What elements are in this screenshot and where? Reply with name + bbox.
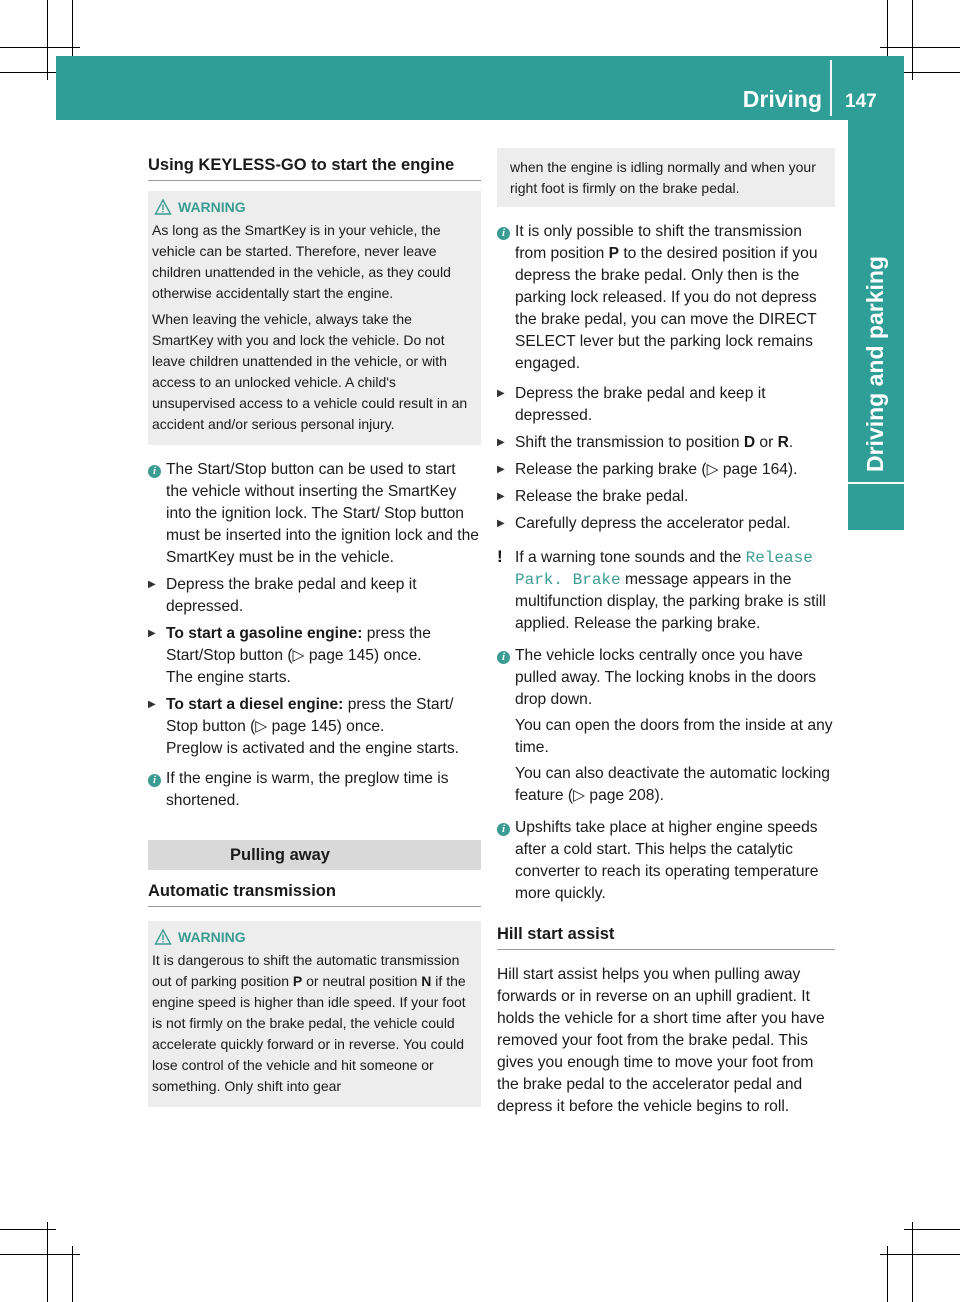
- note-text-part: It is only possible to shift the transmission from position: [515, 223, 802, 262]
- crop-mark: [47, 1222, 48, 1302]
- crop-mark: [0, 1229, 56, 1230]
- warning-text-part: It is dangerous to shift the automatic transmission out of parking position: [152, 952, 460, 989]
- exclamation-icon: !: [497, 547, 503, 566]
- section-title: Automatic transmission: [148, 874, 481, 907]
- display-message: Release Park. Brake: [515, 549, 813, 589]
- step-text-part: Shift the transmission to position: [515, 434, 744, 451]
- header-title: Driving: [742, 86, 822, 112]
- info-note: [148, 459, 481, 569]
- warning-label: WARNING: [178, 929, 246, 945]
- step-body: [166, 623, 481, 689]
- info-note: [497, 817, 835, 905]
- crop-mark: [904, 72, 960, 73]
- step-result: Preglow is activated and the engine starts.: [166, 740, 459, 757]
- step-text: Release the parking brake (▷ page 164).: [515, 461, 798, 478]
- note-text-part: message appears in the multifunction display, the parking brake is still applied. Release the parking brake.: [515, 571, 826, 632]
- warning-triangle-icon: [154, 198, 172, 216]
- gear-position: P: [292, 973, 303, 989]
- page-number: 147: [845, 91, 877, 112]
- gear-position: D: [743, 434, 756, 451]
- section-title: Using KEYLESS-GO to start the engine: [148, 148, 481, 181]
- note-text: You can open the doors from the inside at any time.: [515, 717, 833, 756]
- note-body: [515, 645, 835, 807]
- step-text: Release the brake pedal.: [515, 488, 689, 505]
- crop-mark: [880, 47, 960, 48]
- step-text-part: or: [755, 434, 778, 451]
- note-text: The vehicle locks centrally once you have pulled away. The locking knobs in the doors drop down.: [515, 647, 817, 708]
- step: [497, 432, 835, 454]
- info-note: [148, 768, 481, 812]
- note-text-part: If a warning tone sounds and the: [515, 549, 746, 566]
- crop-mark: [72, 0, 73, 56]
- info-note: [497, 645, 835, 807]
- arrow-right-icon: ▶: [497, 518, 505, 529]
- warning-triangle-icon: [154, 928, 172, 946]
- step: [497, 383, 835, 427]
- step-text: press the Start/Stop button (▷ page 145) once.: [166, 625, 431, 664]
- arrow-right-icon: ▶: [497, 464, 505, 475]
- info-icon: i: [497, 651, 510, 664]
- crop-mark: [72, 1246, 73, 1302]
- crop-mark: [912, 1222, 913, 1302]
- header-divider: [830, 60, 832, 116]
- note-text: [515, 547, 835, 635]
- step-text: [515, 432, 835, 454]
- section-title: Hill start assist: [497, 917, 835, 950]
- arrow-right-icon: ▶: [497, 437, 505, 448]
- gear-position: P: [608, 245, 620, 262]
- step-result: The engine starts.: [166, 669, 291, 686]
- crop-mark: [0, 1254, 80, 1255]
- info-icon: i: [497, 227, 510, 240]
- subsection-title: Pulling away: [148, 840, 481, 870]
- arrow-right-icon: ▶: [148, 699, 156, 710]
- step: [497, 459, 835, 481]
- crop-mark: [904, 1229, 960, 1230]
- right-column: [497, 148, 835, 1118]
- arrow-right-icon: ▶: [497, 388, 505, 399]
- arrow-right-icon: ▶: [148, 579, 156, 590]
- step: [497, 513, 835, 535]
- warning-text: As long as the SmartKey is in your vehicle, the vehicle can be started. Therefore, never leave children unattended in the vehicle, as they could otherwise accidentally start the engine.: [152, 222, 451, 301]
- note-text: [515, 221, 835, 375]
- step-text: Depress the brake pedal and keep it depressed.: [515, 385, 766, 424]
- crop-mark: [880, 1254, 960, 1255]
- warning-text: [152, 950, 477, 1097]
- step: [497, 486, 835, 508]
- warning-header: [152, 927, 477, 947]
- step-text: Depress the brake pedal and keep it depressed.: [166, 576, 417, 615]
- info-note: [497, 221, 835, 375]
- crop-mark: [887, 0, 888, 56]
- warning-box: [148, 921, 481, 1107]
- step-bold: To start a gasoline engine:: [166, 625, 363, 642]
- gear-position: N: [421, 973, 432, 989]
- warning-box: [148, 191, 481, 445]
- info-icon: i: [497, 823, 510, 836]
- warning-box-continued: [497, 148, 835, 207]
- info-icon: i: [148, 774, 161, 787]
- step-bold: To start a diesel engine:: [166, 696, 344, 713]
- arrow-right-icon: ▶: [148, 628, 156, 639]
- note-text: If the engine is warm, the preglow time is shortened.: [166, 770, 449, 809]
- step: [148, 694, 481, 760]
- arrow-right-icon: ▶: [497, 491, 505, 502]
- crop-mark: [912, 0, 913, 80]
- warning-text: When leaving the vehicle, always take the SmartKey with you and lock the vehicle. Do not leave children unattended in the vehicle, or with access to an unlocked vehicle. A child's unsupervised access to a vehicle could result in an accident and/or serious personal injury.: [152, 311, 468, 432]
- step: [148, 574, 481, 618]
- warning-header: [152, 197, 477, 217]
- warning-text: when the engine is idling normally and when your right foot is firmly on the brake pedal.: [510, 159, 816, 196]
- gear-position: R: [777, 434, 789, 451]
- note-text: Upshifts take place at higher engine speeds after a cold start. This helps the catalytic converter to reach its operating temperature more quickly.: [515, 819, 819, 902]
- step: [148, 623, 481, 689]
- left-column: [148, 148, 481, 1117]
- crop-mark: [887, 1246, 888, 1302]
- crop-mark: [0, 72, 56, 73]
- crop-mark: [0, 47, 80, 48]
- warning-text-part: if the engine speed is higher than idle speed. If your foot is not firmly on the brake pedal, the vehicle could accelerate quickly forward or in reverse. You could lose control of the vehicle and hit someone or something. Only shift into gear: [152, 973, 466, 1094]
- info-icon: i: [148, 465, 161, 478]
- note-text-part: to the desired position if you depress the brake pedal. Only then is the parking lock released. If you do not depress the brake pedal, you can move the DIRECT SELECT lever but the parking lock remains engaged.: [515, 245, 818, 372]
- warning-label: WARNING: [178, 199, 246, 215]
- side-tab-label: Driving and parking: [862, 256, 888, 472]
- note-text: The Start/Stop button can be used to start the vehicle without inserting the SmartKey into the ignition lock. The Start/ Stop button must be inserted into the ignition lock and the SmartKey must be in the vehicle.: [166, 461, 479, 566]
- side-tab-marker: [848, 484, 904, 530]
- crop-mark: [47, 0, 48, 80]
- note-text: You can also deactivate the automatic locking feature (▷ page 208).: [515, 765, 830, 804]
- step-text: press the Start/ Stop button (▷ page 145) once.: [166, 696, 454, 735]
- step-text-part: .: [788, 434, 794, 451]
- caution-note: [497, 547, 835, 635]
- warning-text-part: or neutral position: [302, 973, 422, 989]
- body-text: Hill start assist helps you when pulling away forwards or in reverse on an uphill gradient. It holds the vehicle for a short time after you have removed your foot from the brake pedal. This gives you enough time to move your foot from the brake pedal to the accelerator pedal and depress it before the vehicle begins to roll.: [497, 966, 825, 1115]
- step-body: [166, 694, 481, 760]
- step-text: Carefully depress the accelerator pedal.: [515, 515, 791, 532]
